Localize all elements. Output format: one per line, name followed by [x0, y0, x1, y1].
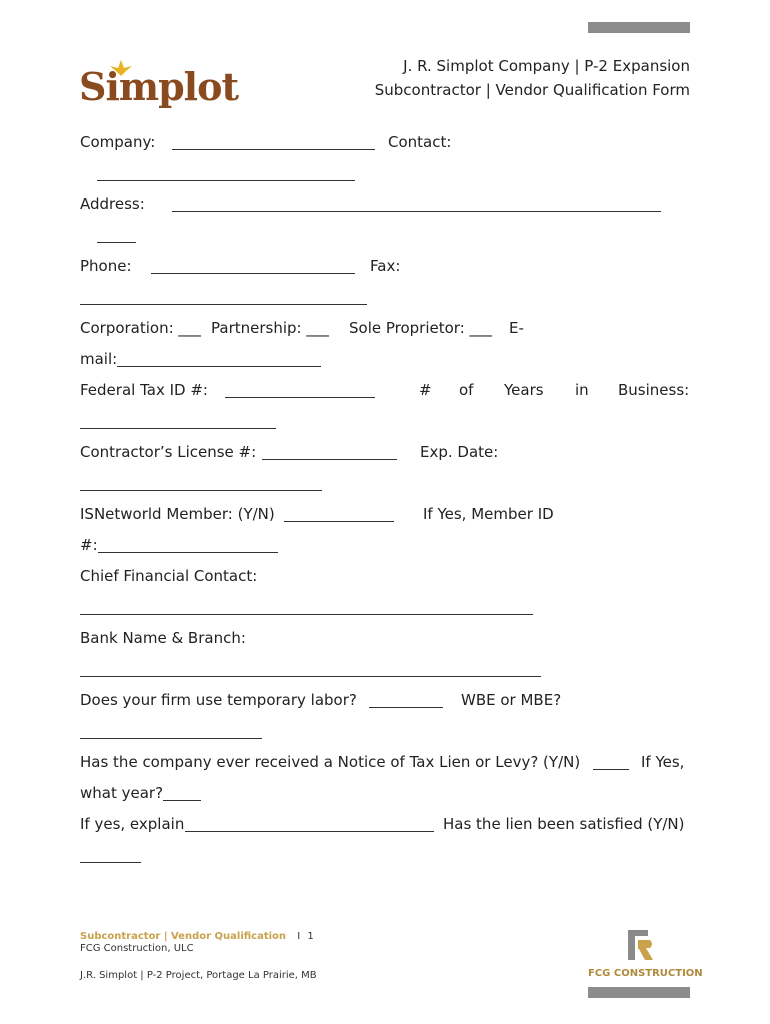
wbe-mbe-field[interactable]: [80, 738, 262, 739]
header-bar: [588, 22, 690, 33]
fax-label: Fax:: [370, 257, 401, 275]
tax-lien-label: Has the company ever received a Notice of Tax Lien or Levy? (Y/N): [80, 753, 581, 771]
address-field-cont[interactable]: [97, 242, 136, 243]
lien-year-field[interactable]: [163, 800, 201, 801]
sole-proprietor-option[interactable]: Sole Proprietor: ___: [349, 319, 493, 337]
years-hash: #: [419, 381, 432, 399]
footer-project: J.R. Simplot | P-2 Project, Portage La Prairie, MB: [80, 970, 317, 981]
bank-field[interactable]: [80, 676, 541, 677]
cfo-field[interactable]: [80, 614, 533, 615]
member-id-label: If Yes, Member ID: [423, 505, 554, 523]
federal-tax-label: Federal Tax ID #:: [80, 381, 208, 399]
tax-lien-field[interactable]: [593, 769, 629, 770]
lien-year-label-cont: what year?: [80, 784, 164, 802]
years-of: of: [459, 381, 474, 399]
fax-field[interactable]: [80, 304, 367, 305]
company-label: Company:: [80, 133, 156, 151]
exp-date-label: Exp. Date:: [420, 443, 499, 461]
address-label: Address:: [80, 195, 145, 213]
license-field[interactable]: [262, 459, 397, 460]
explain-field[interactable]: [185, 831, 434, 832]
header-subtitle: Subcontractor | Vendor Qualification Form: [374, 81, 690, 99]
federal-tax-field[interactable]: [225, 397, 375, 398]
years-business-field[interactable]: [80, 428, 276, 429]
isnetworld-field[interactable]: [284, 521, 394, 522]
bank-label: Bank Name & Branch:: [80, 629, 246, 647]
lien-satisfied-field[interactable]: [80, 862, 141, 863]
email-field[interactable]: [117, 366, 321, 367]
footer-bar: [588, 987, 690, 998]
exp-date-field[interactable]: [80, 490, 322, 491]
member-id-field[interactable]: [98, 552, 278, 553]
years-years: Years: [504, 381, 544, 399]
footer-title: Subcontractor | Vendor Qualification: [80, 931, 287, 942]
wbe-mbe-label: WBE or MBE?: [461, 691, 562, 709]
company-field[interactable]: [172, 149, 375, 150]
phone-label: Phone:: [80, 257, 132, 275]
years-business-label: Business:: [618, 381, 690, 399]
email-label: E-: [509, 319, 524, 337]
isnetworld-label: ISNetworld Member: (Y/N): [80, 505, 275, 523]
explain-label: If yes, explain: [80, 815, 185, 833]
lien-year-label: If Yes,: [641, 753, 685, 771]
email-label-cont: mail:: [80, 350, 118, 368]
lien-satisfied-label: Has the lien been satisfied (Y/N): [443, 815, 685, 833]
phone-field[interactable]: [151, 273, 355, 274]
contact-field[interactable]: [97, 180, 355, 181]
footer-company: FCG Construction, ULC: [80, 943, 194, 954]
fcg-logo-text: FCG CONSTRUCTION: [588, 968, 703, 979]
temp-labor-field[interactable]: [369, 707, 443, 708]
temp-labor-label: Does your firm use temporary labor?: [80, 691, 357, 709]
corporation-option[interactable]: Corporation: ___: [80, 319, 201, 337]
header-title: J. R. Simplot Company | P-2 Expansion: [403, 57, 690, 75]
simplot-logo: Simplot: [79, 64, 238, 109]
cfo-label: Chief Financial Contact:: [80, 567, 258, 585]
address-field[interactable]: [172, 211, 661, 212]
member-id-label-cont: #:: [80, 536, 98, 554]
footer-title-line: [80, 931, 314, 943]
footer-separator: I: [297, 931, 301, 942]
years-in: in: [575, 381, 589, 399]
license-label: Contractor’s License #:: [80, 443, 257, 461]
contact-label: Contact:: [388, 133, 452, 151]
footer-page-number: 1: [307, 931, 314, 942]
fcg-logo-icon: [626, 928, 656, 962]
partnership-option[interactable]: Partnership: ___: [211, 319, 329, 337]
